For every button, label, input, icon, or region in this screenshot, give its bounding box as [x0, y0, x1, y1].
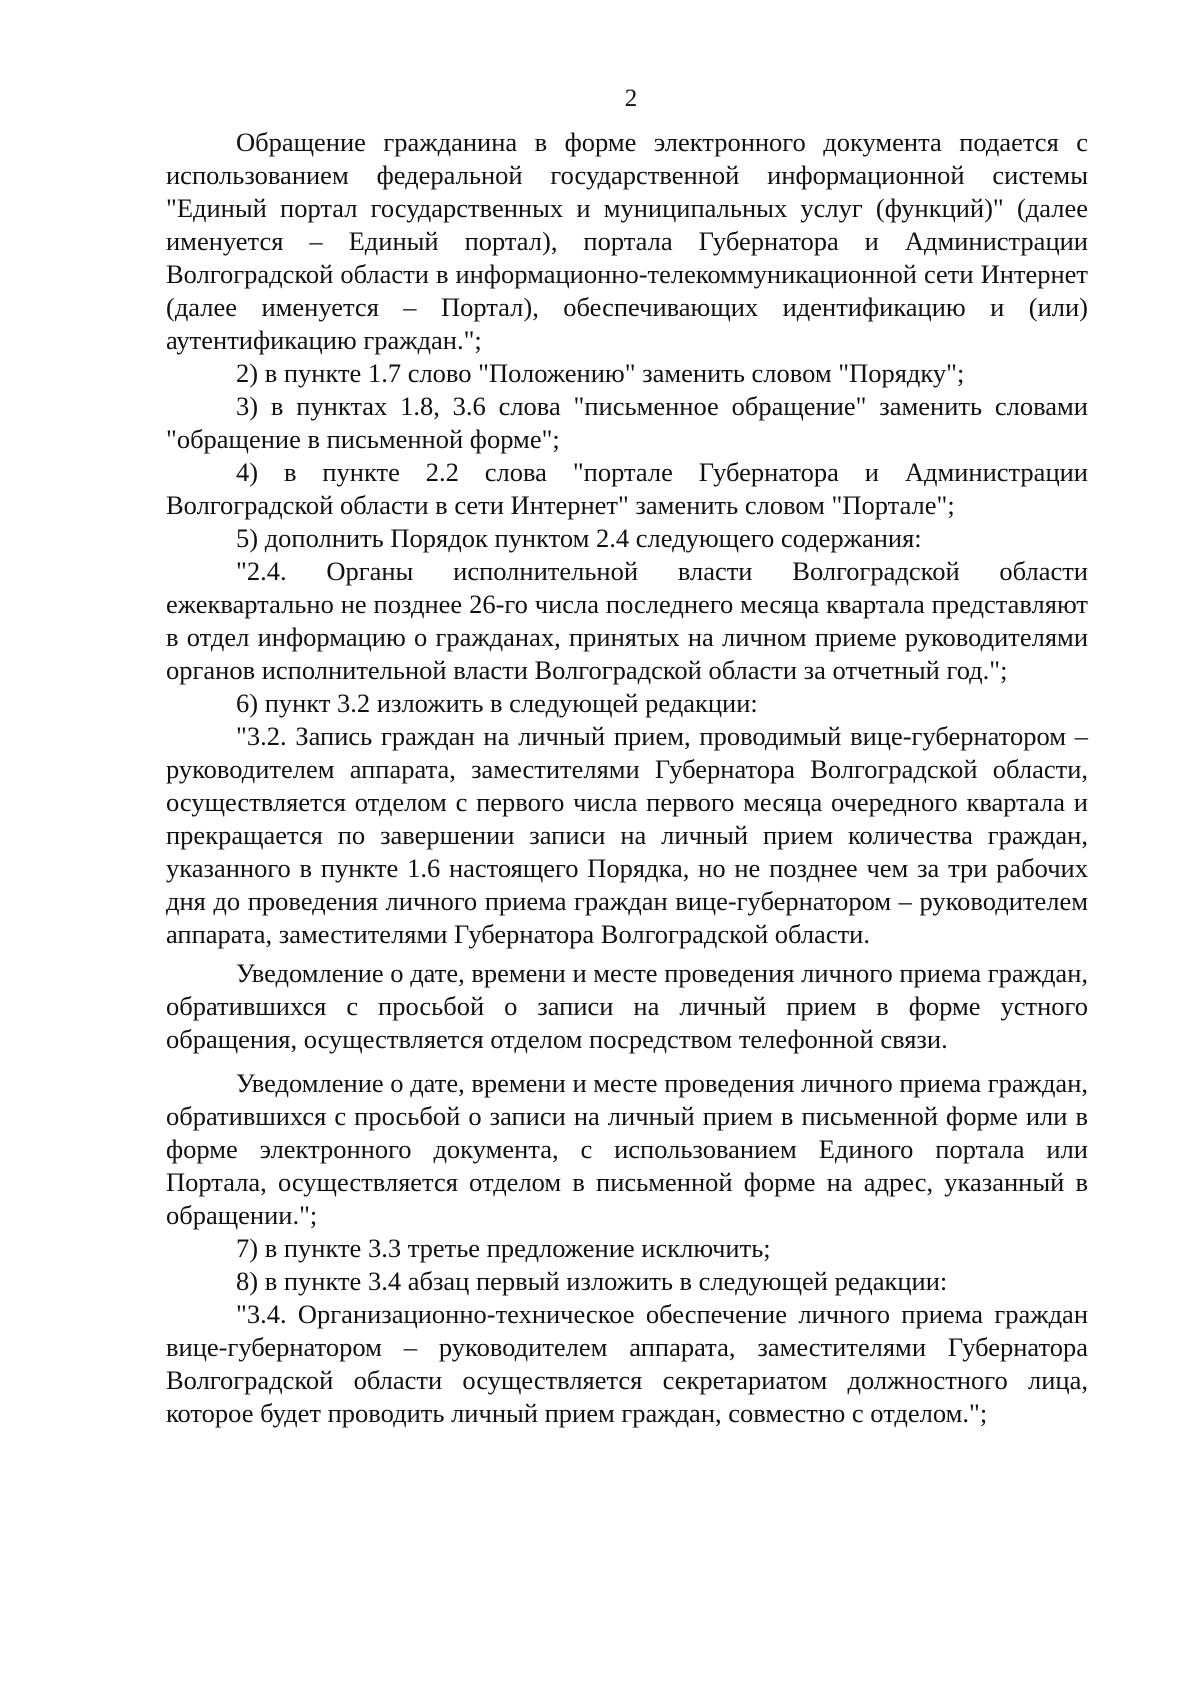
document-body	[166, 126, 1088, 1430]
paragraph-item-7: 7) в пункте 3.3 третье предложение исключить;	[236, 1233, 771, 1263]
paragraph-item-8: 8) в пункте 3.4 абзац первый изложить в следующей редакции:	[236, 1266, 948, 1296]
paragraph-clause-2-4: "2.4. Органы исполнительной власти Волгоградской области ежеквартально не позднее 26-го числа последнего месяца квартала представляют в отдел информацию о гражданах, принятых на личном приеме руководителями органов исполнительной власти Волгоградской области за отчетный год.";	[166, 556, 1088, 685]
paragraph-item-6: 6) пункт 3.2 изложить в следующей редакции:	[236, 688, 758, 718]
paragraph-oral-notification: Уведомление о дате, времени и месте проведения личного приема граждан, обратившихся с просьбой о записи на личный прием в форме устного обращения, осуществляется отделом посредством телефонной связи.	[166, 958, 1088, 1054]
paragraph-item-3: 3) в пунктах 1.8, 3.6 слова "письменное обращение" заменить словами "обращение в письменной форме";	[166, 391, 1088, 454]
paragraph-item-2: 2) в пункте 1.7 слово "Положению" заменить словом "Порядку";	[236, 358, 965, 388]
page-number: 2	[624, 85, 638, 112]
paragraph-written-notification: Уведомление о дате, времени и месте проведения личного приема граждан, обратившихся с просьбой о записи на личный прием в письменной форме или в форме электронного документа, с использованием Единого портала или Портала, осуществляется отделом в письменной форме на адрес, указанный в обращении.";	[166, 1068, 1088, 1230]
paragraph-clause-3-4: "3.4. Организационно-техническое обеспечение личного приема граждан вице-губернатором – руководителем аппарата, заместителями Губернатора Волгоградской области осуществляется секретариатом должностного лица, которое будет проводить личный прием граждан, совместно с отделом.";	[166, 1299, 1088, 1428]
paragraph-item-5: 5) дополнить Порядок пунктом 2.4 следующего содержания:	[236, 523, 922, 553]
paragraph-item-4: 4) в пункте 2.2 слова "портале Губернатора и Администрации Волгоградской области в сети Интернет" заменить словом "Портале";	[166, 457, 1088, 520]
paragraph-clause-3-2: "3.2. Запись граждан на личный прием, проводимый вице-губернатором – руководителем аппарата, заместителями Губернатора Волгоградской области, осуществляется отделом с первого числа первого месяца очередного квартала и прекращается по завершении записи на личный прием количества граждан, указанного в пункте 1.6 настоящего Порядка, но не позднее чем за три рабочих дня до проведения личного приема граждан вице-губернатором – руководителем аппарата, заместителями Губернатора Волгоградской области.	[166, 721, 1088, 949]
paragraph-portal-definition: Обращение гражданина в форме электронного документа подается с использованием федеральной государственной информационной системы "Единый портал государственных и муниципальных услуг (функций)" (далее именуется – Единый портал), портала Губернатора и Администрации Волгоградской области в информационно-телекоммуникационной сети Интернет (далее именуется – Портал), обеспечивающих идентификацию и (или) аутентификацию граждан.";	[166, 127, 1088, 355]
